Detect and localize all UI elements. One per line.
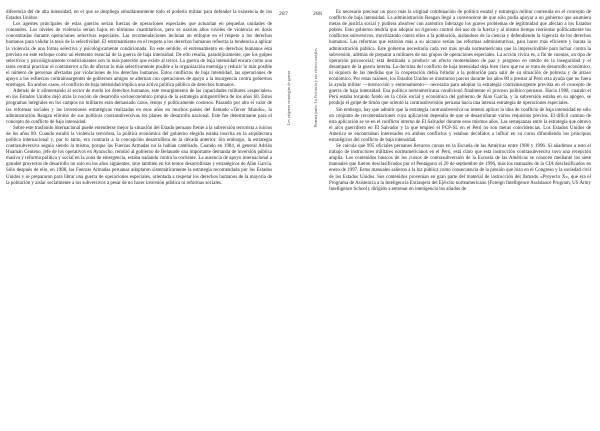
left-paragraph-1: diferencia del de alta intensidad, en el que se despliega simultáneamente todo el poderío militar para defender la existencia de los Estados Unidos. xyxy=(6,10,272,22)
right-paragraph-2: Sin embargo, hay que admitir que la estrategia contrasubversiva no intentó aplicar la idea de conflicto de baja intensidad en sólo un conjunto de recomendaciones cuya aplicación dependía de que se desarrollaran varios requisitos previos. El difícil camino de esta aplicación se ve en el conflicto interno de El Salvador durante esos mismos años. Las semejanzas entre la estrategia que obtuvo el arco guerrillero en El Salvador y la que empleó el PCP-SL en el Perú no son meras coincidencias. Los Estados Unidos de América se encontraban interesados en ambos conflictos y estaban decididos a influir en su curso difundiendo los principios estratégicos del conflicto de baja intensidad. xyxy=(329,107,591,143)
left-paragraph-4: Sobre este trasfondo internacional puede entenderse mejor la situación del Estado peruano frente a la subversión terrorista a inicios de los años 80. Cuando estalló la violencia terrorista, la política económica del gobierno elegido estaba inscrita en la arquitectura política internacional y, por lo tanto, era contraria a la concepción desarrollista de la década anterior. Sin embargo, la estrategia contrasubversiva seguía siendo la misma, porque las Fuerzas Armadas no la habían cambiado. Cuando en 1984, el general Adrián Huamán Centeno, jefe de los operativos en Ayacucho, remitió al gobierno de Belaunde una importante demanda de inversión pública masiva y reforma política y social en la zona de emergencia, estaba nadando contra la corriente. La ausencia de apoyo internacional a grandes proyectos de desarrollo no solo en los años siguientes, sino también en los tentos desarrollistas y estratégicos de Alan García. Sólo después de ello, en 1988, las Fuerzas Armadas peruanas adoptaron sistemáticamente la estrategia recomendada por los Estados Unidos y se prepararon para librar una guerra de operaciones especiales, orientada a respetar los derechos humanos de la mayoría de la población y aislar socialmente a los subversivos a pesar de no hacer inversión pública ni reformas sociales. xyxy=(6,125,272,186)
left-paragraph-3: Además de ir alimentando al sector de modo los derechos humanos, este resurgimiento de las capacidades militares «especiales» en los Estados Unidos dejó atrás la noción de desarrollo socioeconómico propia de la estrategia antiguerrillera de los años 60. Estos programas integrales en los campos no militares eran demasiado caros, lentos y políticamente costosos. Pasando por alto el valor de las reformas sociales y las inversiones estratégicas realizadas en esos años en muchos países del llamado «Tercer Mundo», la administración Reagan eliminó de sus políticas contrasubversivas los planes de desarrollo nacional. Este fue determinante para el concepto de conflicto de baja intensidad. xyxy=(6,89,272,125)
left-page-number: 287 xyxy=(279,11,289,17)
right-page-body xyxy=(329,10,591,193)
right-page-number: 288 xyxy=(313,11,323,17)
left-paragraph-2: Los agentes principales de estas guerras serían fuerzas de operaciones especiales que actuarían en pequeñas unidades de comandos. Los niveles de violencia serían bajos en términos cuantitativos, pero se usarían altos niveles de violencia en dosis concentradas durante operaciones selectivas especiales. Las recomendaciones incluían un enfoque en el respeto a los derechos humanos para validar la tesis de la selectividad. El entrenamiento en el respeto a los derechos humanos refuerza la tendencia a aplicar la violencia de una forma selectiva y psicológicamente condicionada. En este sentido, el entrenamiento en derechos humanos está previsto en este enfoque como un elemento esencial de la guerra de baja intensidad. De ello resulta, paradójicamente, que los golpes selectivos y psicológicamente condicionantes son lo más parecido que existe al terror. La guerra de baja intensidad encara como una tarea central practicar el contraterror a fin de afectar lo más selectivamente posible a la organización enemiga y reducir lo más posible el número de personas afectadas por violaciones de los derechos humanos. Estos conflictos de baja intensidad, las operaciones de apoyo a los esfuerzos contrainsurgentes de gobiernos amigos se alternan con operaciones de apoyo a la insurgencia contra gobiernos enemigos. En ambos casos, el conflicto de baja intensidad implica una activa política pública de derechos humanos. xyxy=(6,22,272,89)
left-running-head: Los orígenes estrategias de guerra xyxy=(287,71,291,125)
left-page-body xyxy=(6,10,272,187)
right-paragraph-3: Se calcula que 995 oficiales peruanos llevaron cursos en la Escuela de las Américas entre 1980 y 1996. Si añadimos a esto el trabajo de instructores militares norteamericanos en el Perú, está claro que esta instrucción contrasubversiva tuvo una recepción amplia. Los contenidos básicos de los cursos de contrasubversión de la Escuela de las Américas se conocen mediante los siete manuales que fueron desclasificados por el Pentágono el 20 de septiembre de 1996, más los manuales de la CIA desclasificados en enero de 1997. Estos manuales salieron a la luz pública como consecuencia de la presión que hizo en el Congreso y la sociedad civil de los Estados Unidos. Sus contenidos provenían en gran parte del material de instrucción del llamado «Proyecto X», que era el Programa de Asistencia a la Inteligencia Extranjera del Ejército norteamericano (Foreign Intelligence Assistance Program, US Army Intelligence School), dirigido a entrenar en inteligencia los aliados de xyxy=(329,144,591,192)
right-running-head: Primera parte: La Violencia y sus efectos sociales xyxy=(314,48,318,127)
right-paragraph-1: Es necesario precisar un poco más la original combinación de política estatal y estrategia militar contenida en el concepto de conflicto de baja intensidad. La administración Reagan llegó a convencerse de que sólo podía apoyar a un gobierno que asumiera metas de justicia social y pudiera absolver con auténtico liderazgo los graves problemas de legitimidad que afectan a los Estados pobres. Esto gobierno tendría que adoptar un riguroso control del uso de la fuerza y al mismo tiempo reorientar políticamente los conflictos subversivos, movilizando contra ellos a la población, aislándose de la ciencia y defendiendo la vigencia de los derechos humanos. Las reformas que estarían más a su alcance serían las reformas administrativas, para hacer más eficiente y barata la administración pública. Este gobierno necesitaría cada vez más ayuda norteamericana que la imprescindible para luchar contra la subversión, además de preparar a militares de sus grupos de operaciones especiales. La acción cívica es, a fin de cuentas, un tipo de operación psicosocial; está destinada a producir un efecto momentáneo de paz y progreso en medio de la inseguridad y el desamparo de la guerra interna. La doctrina del conflicto de baja intensidad deja bien claro que no se trata de desarrollo económico, ni siquiera de las medidas que la cooperación debía brindar a la población para salir de su situación de pobreza y de atraso económico. Por estas razones, los Estados Unidos se mostraron parcos durante los años 80 a prestar al Perú otra ayuda que no fuera la ayuda militar —instrucción y entrenamiento— necesaria para adoptar la estrategia contrainsurgente prevista en el concepto de guerra de baja intensidad. Esa política norteamericana condicionó finalmente el proceso político peruano. Hacia 1988, cuando el Perú estaba tocando fondo en la crisis social y económica del gobierno de Alan García, y la subversión estaba en su apogeo, se produjo el golpe de timón que orientó la contrasubversión peruana hacia una intensa estrategia de operaciones especiales. xyxy=(329,10,591,107)
